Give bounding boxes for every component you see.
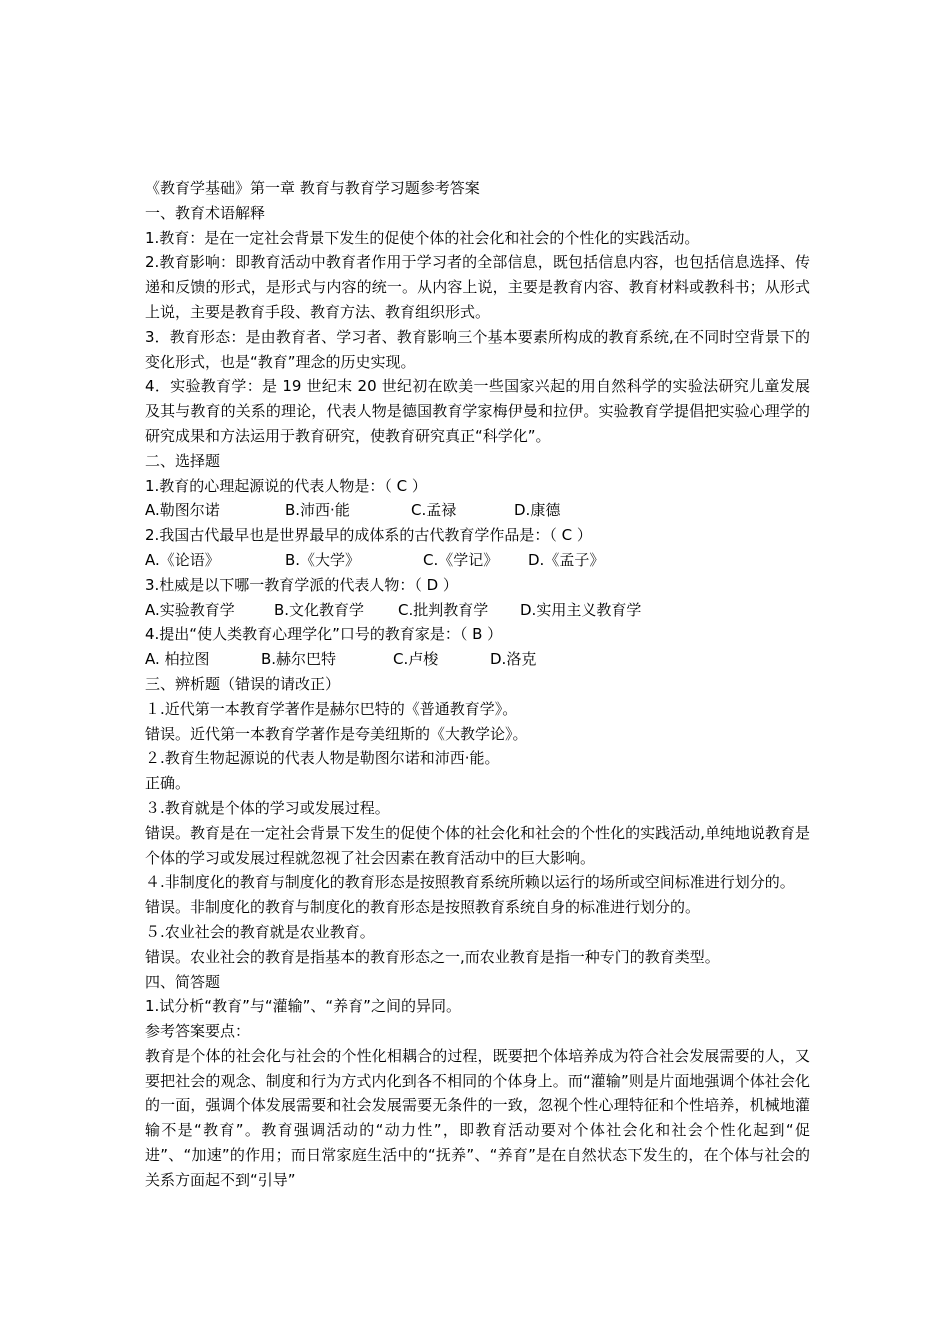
term-item: 1.教育：是在一定社会背景下发生的促使个体的社会化和社会的个性化的实践活动。 [145, 228, 700, 247]
choice-option: A.实验教育学 [145, 600, 235, 619]
choice-question: 1.教育的心理起源说的代表人物是：（ C ） [145, 476, 427, 495]
choice-option: D.康德 [514, 501, 561, 520]
analysis-answer: 正确。 [145, 774, 191, 793]
analysis-answer: 错误。非制度化的教育与制度化的教育形态是按照教育系统自身的标准进行划分的。 [145, 898, 701, 917]
choice-options [145, 598, 810, 623]
choice-question: 4.提出“使人类教育心理学化”口号的教育家是：（ B ） [145, 625, 503, 644]
analysis-question: ４.非制度化的教育与制度化的教育形态是按照教育系统所赖以运行的场所或空间标准进行划分的。 [145, 873, 795, 892]
choice-option: A.勒图尔诺 [145, 501, 220, 520]
document-page [145, 176, 810, 1193]
analysis-answer: 错误。教育是在一定社会背景下发生的促使个体的社会化和社会的个性化的实践活动,单纯地说教育是个体的学习或发展过程就忽视了社会因素在教育活动中的巨大影响。 [145, 823, 810, 867]
choice-question: 2.我国古代最早也是世界最早的成体系的古代教育学作品是：（ C ） [145, 526, 592, 545]
short-answer-text: 教育是个体的社会化与社会的个性化相耦合的过程，既要把个体培养成为符合社会发展需要的人，又要把社会的观念、制度和行为方式内化到各不相同的个体身上。而“灌输”则是片面地强调个体社会化的一面，强调个体发展需要和社会发展需要无条件的一致，忽视个性心理特征和个性培养，机械地灌输不是“教育”。教育强调活动的“动力性”，即教育活动要对个体社会化和社会个性化起到“促进”、“加速”的作用；而日常家庭生活中的“抚养”、“养育”是在自然状态下发生的，在个体与社会的关系方面起不到“引导” [145, 1046, 810, 1189]
analysis-question: ２.教育生物起源说的代表人物是勒图尔诺和沛西·能。 [145, 749, 500, 768]
term-item: 3．教育形态：是由教育者、学习者、教育影响三个基本要素所构成的教育系统,在不同时空背景下的变化形式，也是“教育”理念的历史实现。 [145, 327, 810, 371]
choice-option: A. 柏拉图 [145, 650, 210, 669]
choice-option: C.批判教育学 [398, 600, 489, 619]
choice-option: D.《孟子》 [528, 550, 605, 569]
choice-options [145, 548, 810, 573]
section-heading-short-answer: 四、简答题 [145, 972, 221, 991]
analysis-question: １.近代第一本教育学著作是赫尔巴特的《普通教育学》。 [145, 699, 518, 718]
section-heading-terms: 一、教育术语解释 [145, 203, 266, 222]
section-heading-choice: 二、选择题 [145, 451, 221, 470]
analysis-answer: 错误。农业社会的教育是指基本的教育形态之一,而农业教育是指一种专门的教育类型。 [145, 947, 720, 966]
answer-label: 参考答案要点： [145, 1022, 251, 1041]
short-answer-question: 1.试分析“教育”与“灌输”、“养育”之间的异同。 [145, 997, 461, 1016]
choice-option: B.文化教育学 [274, 600, 365, 619]
analysis-question: ５.农业社会的教育就是农业教育。 [145, 922, 375, 941]
section-heading-analysis: 三、辨析题（错误的请改正） [145, 674, 341, 693]
choice-option: D.洛克 [490, 650, 537, 669]
choice-option: B.沛西·能 [285, 501, 350, 520]
choice-option: C.卢梭 [393, 650, 439, 669]
choice-options [145, 498, 810, 523]
term-item: 4．实验教育学：是 19 世纪末 20 世纪初在欧美一些国家兴起的用自然科学的实验法研究儿童发展及其与教育的关系的理论，代表人物是德国教育学家梅伊曼和拉伊。实验教育学提倡把实验心理学的研究成果和方法运用于教育研究，使教育研究真正“科学化”。 [145, 377, 810, 445]
choice-option: C.《学记》 [423, 550, 499, 569]
choice-option: C.孟禄 [411, 501, 457, 520]
choice-option: A.《论语》 [145, 550, 220, 569]
analysis-answer: 错误。近代第一本教育学著作是夸美纽斯的《大教学论》。 [145, 724, 528, 743]
choice-options [145, 647, 810, 672]
choice-option: D.实用主义教育学 [520, 600, 642, 619]
document-title: 《教育学基础》第一章 教育与教育学习题参考答案 [145, 179, 480, 197]
analysis-question: ３.教育就是个体的学习或发展过程。 [145, 798, 390, 817]
term-item: 2.教育影响：即教育活动中教育者作用于学习者的全部信息，既包括信息内容，也包括信息选择、传递和反馈的形式，是形式与内容的统一。从内容上说，主要是教育内容、教育材料或教科书；从形式上说，主要是教育手段、教育方法、教育组织形式。 [145, 253, 810, 321]
choice-option: B.赫尔巴特 [261, 650, 337, 669]
choice-question: 3.杜威是以下哪一教育学派的代表人物：（ D ） [145, 575, 458, 594]
choice-option: B.《大学》 [285, 550, 361, 569]
